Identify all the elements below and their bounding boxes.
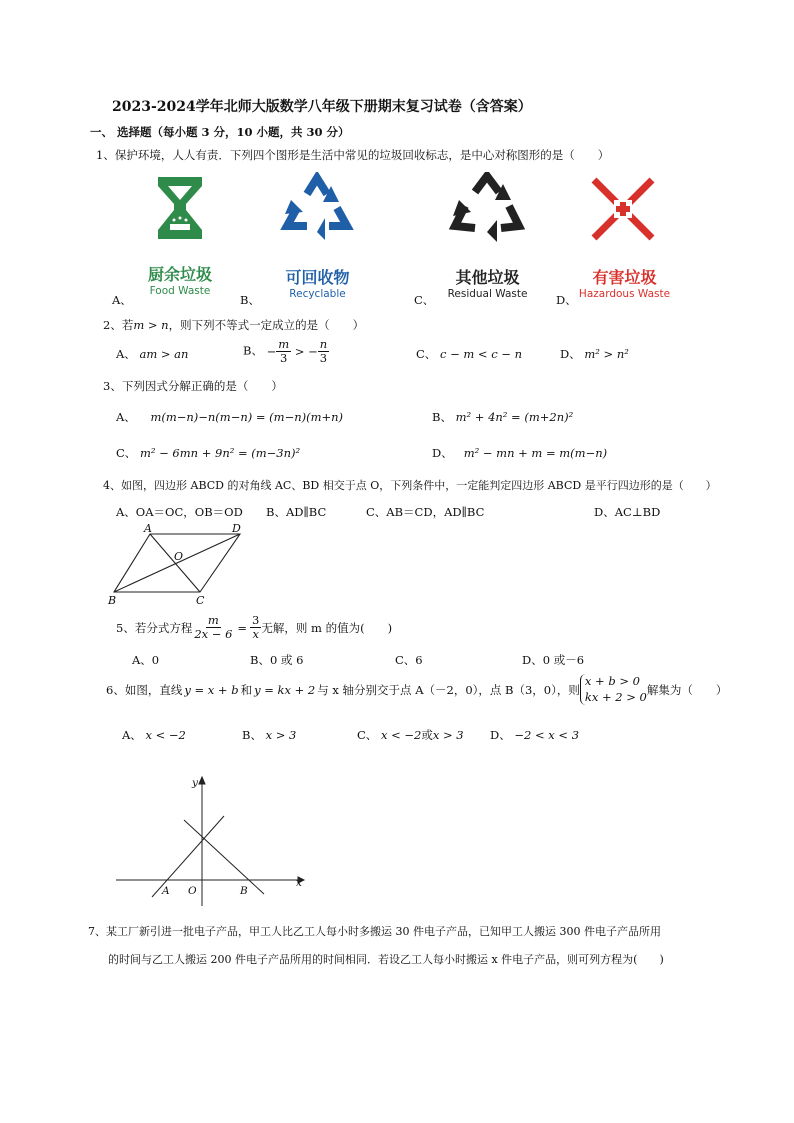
q6-axis-x: x [296, 877, 302, 889]
q2-option-b[interactable]: B、 − $\frac{m}{3}$ > − $\frac{n}{3}$ [243, 337, 328, 366]
question-6: 6、如图，直线 y = x + b 和 y = kx + 2 与 x 轴分别交于点 A（－2，0），点 B（3，0），则 x + b > 0 kx + 2 > 0 解集为（ ） [106, 674, 728, 704]
hazardous-waste-icon [572, 172, 677, 247]
q6-line1: y = x + b [184, 682, 239, 697]
logo-residual-waste [435, 172, 540, 307]
q5-option-d[interactable]: D、0 或－6 [522, 653, 585, 667]
q4-label-o: O [174, 550, 184, 563]
question-5: 5、若分式方程 $\frac{m}{2x - 6}$ = $\frac{3}{x}$ 无解，则 m 的值为( ) [116, 613, 393, 642]
recyclable-en: Recyclable [289, 288, 346, 300]
q6-option-c[interactable]: C、 x < −2或x > 3 [357, 728, 464, 742]
recycle-icon [265, 172, 370, 247]
q6-option-a[interactable]: A、 x < −2 [122, 728, 186, 742]
q6-option-b[interactable]: B、 x > 3 [242, 728, 297, 742]
q2-option-a[interactable]: A、 am > an [116, 347, 189, 361]
residual-waste-cn: 其他垃圾 [455, 268, 520, 287]
q6-label-o: O [188, 885, 197, 897]
recyclable-cn: 可回收物 [285, 268, 350, 287]
q5-option-b[interactable]: B、0 或 6 [250, 653, 304, 667]
residual-waste-en: Residual Waste [447, 288, 528, 300]
q2-b-frac-left: $\frac{m}{3}$ [278, 337, 290, 366]
logo-recyclable [265, 172, 370, 307]
q6-system: x + b > 0 kx + 2 > 0 [580, 674, 647, 705]
q5-frac-left: $\frac{m}{2x - 6}$ [194, 613, 233, 642]
q6-label-b: B [240, 885, 248, 897]
q2-d-math: m² > n² [584, 347, 629, 361]
hazardous-waste-cn: 有害垃圾 [592, 268, 657, 287]
q1-option-a[interactable]: A、 [112, 293, 132, 307]
q3-option-d[interactable]: D、 m² − mn + m = m(m−n) [432, 446, 608, 460]
question-4: 4、如图，四边形 ABCD 的对角线 AC、BD 相交于点 O，下列条件中，一定能判定四边形 ABCD 是平行四边形的是（ ） [103, 479, 717, 492]
question-7-line-2: 的时间与乙工人搬运 200 件电子产品所用的时间相同．若设乙工人每小时搬运 x 件电子产品，则可列方程为( ) [108, 953, 664, 966]
residual-waste-icon [435, 172, 540, 247]
q6-line2: y = kx + 2 [254, 682, 316, 697]
q4-label-c: C [196, 594, 205, 607]
q5-option-c[interactable]: C、6 [395, 653, 423, 667]
q4-label-a: A [144, 522, 152, 535]
q4-option-a[interactable]: A、OA＝OC，OB＝OD [116, 505, 243, 519]
q2-pre: 2、若 [103, 318, 134, 332]
q3-c-math: m² − 6mn + 9n² = (m−3n)² [139, 446, 301, 460]
food-waste-cn: 厨余垃圾 [147, 265, 212, 284]
q4-label-b: B [108, 594, 117, 607]
q2-post: ，则下列不等式一定成立的是（ ） [168, 318, 365, 332]
question-1: 1、保护环境，人人有责．下列四个图形是生活中常见的垃圾回收标志，是中心对称图形的是（ ） [96, 148, 610, 162]
q3-option-c[interactable]: C、 m² − 6mn + 9n² = (m−3n)² [116, 446, 301, 460]
logo-food-waste [130, 172, 230, 302]
q1-option-c[interactable]: C、 [414, 293, 435, 307]
hazardous-waste-en: Hazardous Waste [578, 288, 671, 300]
q2-c-math: c − m < c − n [439, 347, 523, 361]
q1-option-b[interactable]: B、 [240, 293, 260, 307]
food-waste-en: Food Waste [149, 285, 211, 297]
food-waste-icon [130, 172, 230, 247]
q3-option-a[interactable]: A、 m(m−n)−n(m−n) = (m−n)(m+n) [116, 410, 344, 424]
q6-option-d[interactable]: D、 −2 < x < 3 [490, 728, 580, 742]
q6-label-a: A [162, 885, 170, 897]
q5-option-a[interactable]: A、0 [132, 653, 160, 667]
q3-b-math: m² + 4n² = (m+2n)² [455, 410, 574, 424]
q4-option-d[interactable]: D、AC⊥BD [594, 505, 661, 519]
question-2 [103, 317, 364, 333]
q4-option-c[interactable]: C、AB＝CD，AD∥BC [366, 505, 485, 519]
q1-option-d[interactable]: D、 [556, 293, 577, 307]
q4-label-d: D [232, 522, 241, 535]
q2-cond: m > n [133, 318, 169, 332]
q2-b-frac-right: $\frac{n}{3}$ [319, 337, 328, 366]
question-7-line-1: 7、某工厂新引进一批电子产品，甲工人比乙工人每小时多搬运 30 件电子产品，已知甲工人搬运 300 件电子产品所用 [88, 925, 661, 938]
question-3: 3、下列因式分解正确的是（ ） [103, 379, 283, 393]
q3-d-math: m² − mn + m = m(m−n) [463, 446, 608, 460]
q5-frac-right: $\frac{3}{x}$ [252, 613, 260, 642]
q4-parallelogram-figure [100, 522, 260, 608]
section-heading: 一、 选择题（每小题 3 分，10 小题，共 30 分） [90, 125, 350, 139]
q3-a-math: m(m−n)−n(m−n) = (m−n)(m+n) [150, 410, 344, 424]
q2-option-d[interactable]: D、 m² > n² [560, 347, 629, 361]
page-title: 2023-2024学年北师大版数学八年级下册期末复习试卷（含答案） [112, 99, 532, 115]
q2-a-math: am > an [139, 347, 189, 361]
logo-hazardous-waste [572, 172, 677, 307]
q2-option-c[interactable]: C、 c − m < c − n [416, 347, 523, 361]
q3-option-b[interactable]: B、 m² + 4n² = (m+2n)² [432, 410, 574, 424]
q6-axis-y: y [192, 777, 198, 789]
q6-coordinate-figure [112, 772, 312, 912]
q4-option-b[interactable]: B、AD∥BC [266, 505, 327, 519]
